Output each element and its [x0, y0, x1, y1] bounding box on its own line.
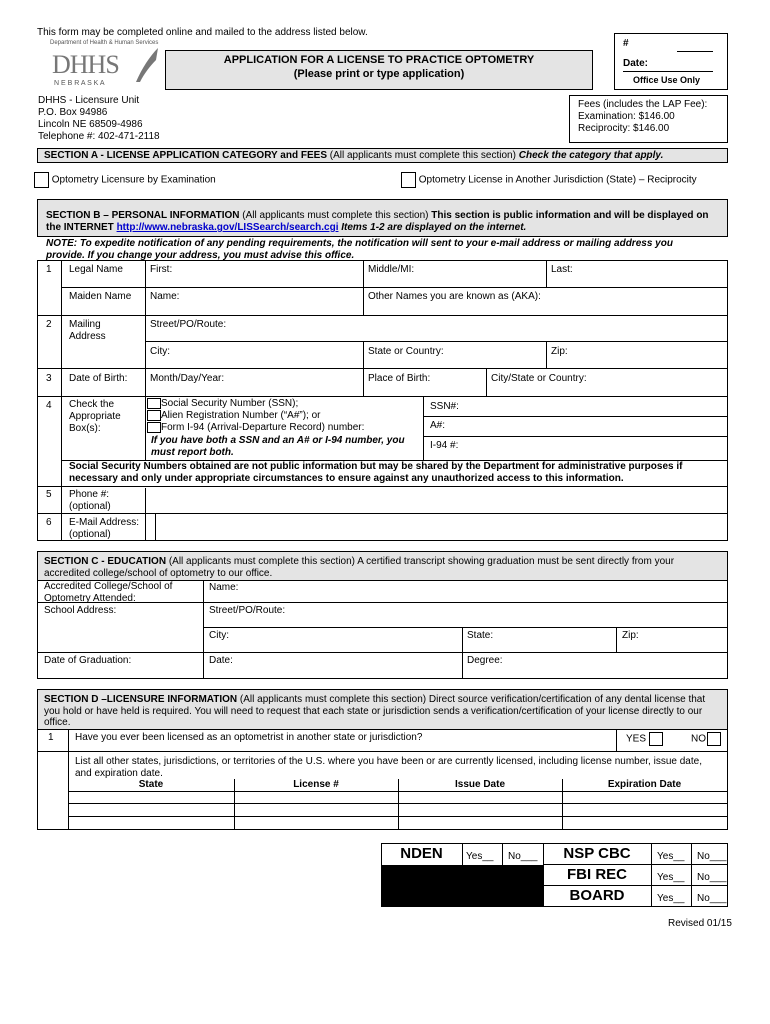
exam-checkbox[interactable] — [34, 172, 49, 188]
fees-examination: Examination: $146.00 — [578, 111, 675, 122]
category-reciprocity-label: Optometry License in Another Jurisdiction (State) – Reciprocity — [418, 174, 697, 186]
address-line-1: DHHS - Licensure Unit — [38, 95, 140, 106]
section-b-items-note: Items 1-2 are displayed on the internet. — [338, 222, 527, 233]
form-subtitle: (Please print or type application) — [293, 68, 465, 80]
school-zip-field[interactable]: Zip: — [622, 630, 639, 641]
address-line-2: P.O. Box 94986 — [38, 107, 108, 118]
nden-blackout-2 — [462, 865, 543, 907]
street-field[interactable]: Street/PO/Route: — [150, 319, 227, 330]
form-title: APPLICATION FOR A LICENSE TO PRACTICE OPTOMETRY — [223, 54, 535, 66]
logo-swoosh-icon — [134, 48, 160, 82]
college-label-2: Optometry Attended: — [44, 593, 136, 604]
i94-field[interactable]: I-94 #: — [430, 440, 459, 451]
ssn-option[interactable] — [147, 398, 364, 410]
nden-yes[interactable]: Yes__ — [466, 851, 494, 862]
nsp-cbc-label: NSP CBC — [563, 845, 631, 862]
row5-number: 5 — [46, 489, 52, 500]
pob-field[interactable]: Place of Birth: — [368, 373, 431, 384]
category-exam-label: Optometry Licensure by Examination — [51, 174, 216, 186]
state-country-field[interactable]: State or Country: — [368, 346, 444, 357]
address-line-3: Lincoln NE 68509-4986 — [38, 119, 143, 130]
top-note: This form may be completed online and mailed to the address listed below. — [37, 27, 368, 38]
yes-label: YES — [626, 733, 647, 745]
office-review-block — [381, 843, 728, 907]
section-d-line1 — [44, 694, 705, 705]
address-telephone: Telephone #: 402-471-2118 — [38, 131, 160, 142]
first-name-field[interactable]: First: — [150, 264, 173, 275]
id-type-options — [147, 398, 364, 434]
row2-number: 2 — [46, 319, 52, 330]
section-b-note-line1: NOTE: To expedite notification of any pending requirements, the notification will sent to your e-mail address or mailing address you — [46, 238, 673, 249]
nden-no[interactable]: No___ — [508, 851, 538, 862]
section-d-table — [37, 689, 728, 830]
nsp-yes[interactable]: Yes__ — [657, 851, 685, 862]
school-state-field[interactable]: State: — [467, 630, 494, 641]
section-b-public: This section is public information and will be displayed on — [431, 210, 709, 221]
graduation-label: Date of Graduation: — [44, 655, 132, 666]
nden-blackout — [381, 865, 462, 907]
check-label-2: Appropriate — [69, 411, 121, 422]
logo-name: DHHS — [52, 50, 119, 79]
both-ids-note-1: If you have both a SSN and an A# or I-94 number, you — [151, 435, 405, 446]
phone-optional: (optional) — [69, 501, 111, 512]
section-b-line1 — [46, 210, 709, 221]
a-number-field[interactable]: A#: — [430, 420, 446, 431]
ssn-privacy-note — [69, 461, 682, 485]
check-boxes-label — [69, 399, 121, 435]
office-number-label: # — [623, 38, 629, 49]
ssn-checkbox[interactable] — [147, 398, 161, 409]
alien-option[interactable] — [147, 410, 364, 422]
dhhs-logo — [40, 40, 160, 92]
section-c-table — [37, 551, 728, 679]
section-c-note2: accredited college/school of optometry to our office. — [44, 568, 273, 579]
i94-option[interactable] — [147, 422, 364, 434]
section-c-note: (All applicants must complete this section) A certified transcript showing graduation must be sent directly from your — [166, 556, 675, 567]
ssn-option-label: Social Security Number (SSN); — [161, 398, 299, 410]
question-number: 1 — [48, 732, 54, 743]
pob-city-state-field[interactable]: City/State or Country: — [491, 373, 587, 384]
no-checkbox[interactable] — [707, 732, 721, 746]
both-ids-note — [151, 435, 405, 459]
office-use-only: Office Use Only — [633, 75, 701, 85]
board-label: BOARD — [569, 887, 625, 904]
category-exam[interactable] — [34, 172, 216, 188]
dob-label: Date of Birth: — [69, 373, 128, 384]
row1-number: 1 — [46, 264, 52, 275]
section-b-note-line2: provide. If you change your address, you must advise this office. — [46, 250, 355, 261]
section-d-note3: office. — [44, 717, 71, 728]
logo-state: N E B R A S K A — [54, 80, 105, 87]
college-label — [44, 581, 172, 605]
email-input[interactable] — [157, 515, 725, 539]
section-c-line1 — [44, 556, 674, 567]
maiden-name-field[interactable]: Name: — [150, 291, 180, 302]
no-option[interactable] — [691, 732, 721, 746]
school-address-label: School Address: — [44, 605, 117, 616]
alien-option-label: Alien Registration Number (“A#”); or — [161, 410, 321, 422]
phone-input[interactable] — [147, 488, 725, 512]
mailing-address-label — [69, 319, 106, 343]
personal-info-table — [37, 260, 728, 541]
section-c-heading: SECTION C - EDUCATION — [44, 556, 167, 567]
nsp-no[interactable]: No___ — [697, 851, 727, 862]
section-a-heading: SECTION A - LICENSE APPLICATION CATEGORY and FEES — [44, 150, 327, 161]
section-b-header — [37, 199, 728, 237]
office-use-box — [614, 33, 728, 90]
row6-number: 6 — [46, 517, 52, 528]
board-yes[interactable]: Yes__ — [657, 893, 685, 904]
section-b-note: (All applicants must complete this section) — [239, 210, 432, 221]
degree-field[interactable]: Degree: — [467, 655, 503, 666]
fbi-no[interactable]: No___ — [697, 872, 727, 883]
section-b-internet: the INTERNET — [46, 222, 117, 233]
title-box — [165, 50, 593, 90]
yes-option[interactable] — [626, 732, 663, 746]
phone-label — [69, 489, 111, 513]
section-b-line2 — [46, 222, 526, 233]
fees-reciprocity: Reciprocity: $146.00 — [578, 123, 670, 134]
col-expiration-date: Expiration Date — [607, 779, 682, 790]
college-label-1: Accredited College/School of — [44, 581, 173, 592]
section-a-header — [37, 148, 728, 163]
list-instruction-2: and expiration date. — [75, 768, 163, 779]
office-date-label: Date: — [623, 58, 649, 69]
check-label-3: Box(s): — [69, 423, 101, 434]
logo-dept: Department of Health & Human Services — [50, 40, 159, 46]
last-name-field[interactable]: Last: — [551, 264, 573, 275]
board-no[interactable]: No___ — [697, 893, 727, 904]
alien-checkbox[interactable] — [147, 410, 161, 421]
section-a-instruction: Check the category that apply. — [518, 150, 664, 161]
zip-field[interactable]: Zip: — [551, 346, 568, 357]
fees-box — [569, 95, 728, 143]
school-street-field[interactable]: Street/PO/Route: — [209, 605, 286, 616]
check-label-1: Check the — [69, 399, 115, 410]
licensed-elsewhere-question: Have you ever been licensed as an optometrist in another state or jurisdiction? — [75, 732, 423, 743]
aka-field[interactable]: Other Names you are known as (AKA): — [368, 291, 541, 302]
row4-number: 4 — [46, 400, 52, 411]
col-license-number: License # — [293, 779, 339, 790]
fbi-yes[interactable]: Yes__ — [657, 872, 685, 883]
row3-number: 3 — [46, 373, 52, 384]
both-ids-note-2: must report both. — [151, 447, 234, 458]
email-label — [69, 517, 139, 541]
mailing-label: Mailing — [69, 319, 101, 330]
revision-date: Revised 01/15 — [668, 918, 732, 929]
legal-name-label: Legal Name — [69, 264, 123, 275]
list-instruction-1: List all other states, jurisdictions, or territories of the U.S. where you have been or are currently licensed, including license number, issue date, — [75, 756, 702, 767]
dob-field[interactable]: Month/Day/Year: — [150, 373, 225, 384]
maiden-name-label: Maiden Name — [69, 291, 132, 302]
ssn-field[interactable]: SSN#: — [430, 401, 459, 412]
col-issue-date: Issue Date — [454, 779, 506, 790]
section-a-note: (All applicants must complete this section) — [326, 150, 519, 161]
section-d-heading: SECTION D –LICENSURE INFORMATION — [44, 694, 238, 705]
ssn-privacy-note-1: Social Security Numbers obtained are not public information but may be shared by the Department for administrative purposes if — [69, 461, 683, 472]
email-label-text: E-Mail Address: — [69, 517, 140, 528]
school-city-field[interactable]: City: — [209, 630, 229, 641]
no-label: NO — [691, 733, 706, 745]
lis-search-link[interactable]: http://www.nebraska.gov/LISSearch/search.cgi — [116, 222, 339, 233]
ssn-privacy-note-2: necessary and only under appropriate circumstances to ensure against any unauthorized access to this information. — [69, 473, 624, 484]
middle-name-field[interactable]: Middle/MI: — [368, 264, 415, 275]
category-reciprocity[interactable] — [401, 172, 697, 188]
section-d-note2: you hold or have held is required. You will need to request that each state or jurisdiction sends a verification/certification of your license directly to our — [44, 706, 703, 717]
section-b-heading: SECTION B – PERSONAL INFORMATION — [46, 210, 240, 221]
fees-heading: Fees (includes the LAP Fee): — [578, 99, 708, 110]
i94-checkbox[interactable] — [147, 422, 161, 433]
address-label: Address — [69, 331, 106, 342]
phone-label-text: Phone #: — [69, 489, 110, 500]
mailing-address — [38, 95, 160, 143]
email-optional: (optional) — [69, 529, 111, 540]
city-field[interactable]: City: — [150, 346, 170, 357]
reciprocity-checkbox[interactable] — [401, 172, 416, 188]
section-d-note: (All applicants must complete this section) Direct source verification/certification of any dental license that — [237, 694, 706, 705]
i94-option-label: Form I-94 (Arrival-Departure Record) number: — [161, 422, 365, 434]
section-a-title-line — [44, 150, 663, 161]
college-name-field[interactable]: Name: — [209, 582, 239, 593]
graduation-date-field[interactable]: Date: — [209, 655, 233, 666]
fbi-rec-label: FBI REC — [567, 866, 627, 883]
col-state: State — [138, 779, 164, 790]
nden-label: NDEN — [400, 845, 443, 862]
yes-checkbox[interactable] — [649, 732, 663, 746]
